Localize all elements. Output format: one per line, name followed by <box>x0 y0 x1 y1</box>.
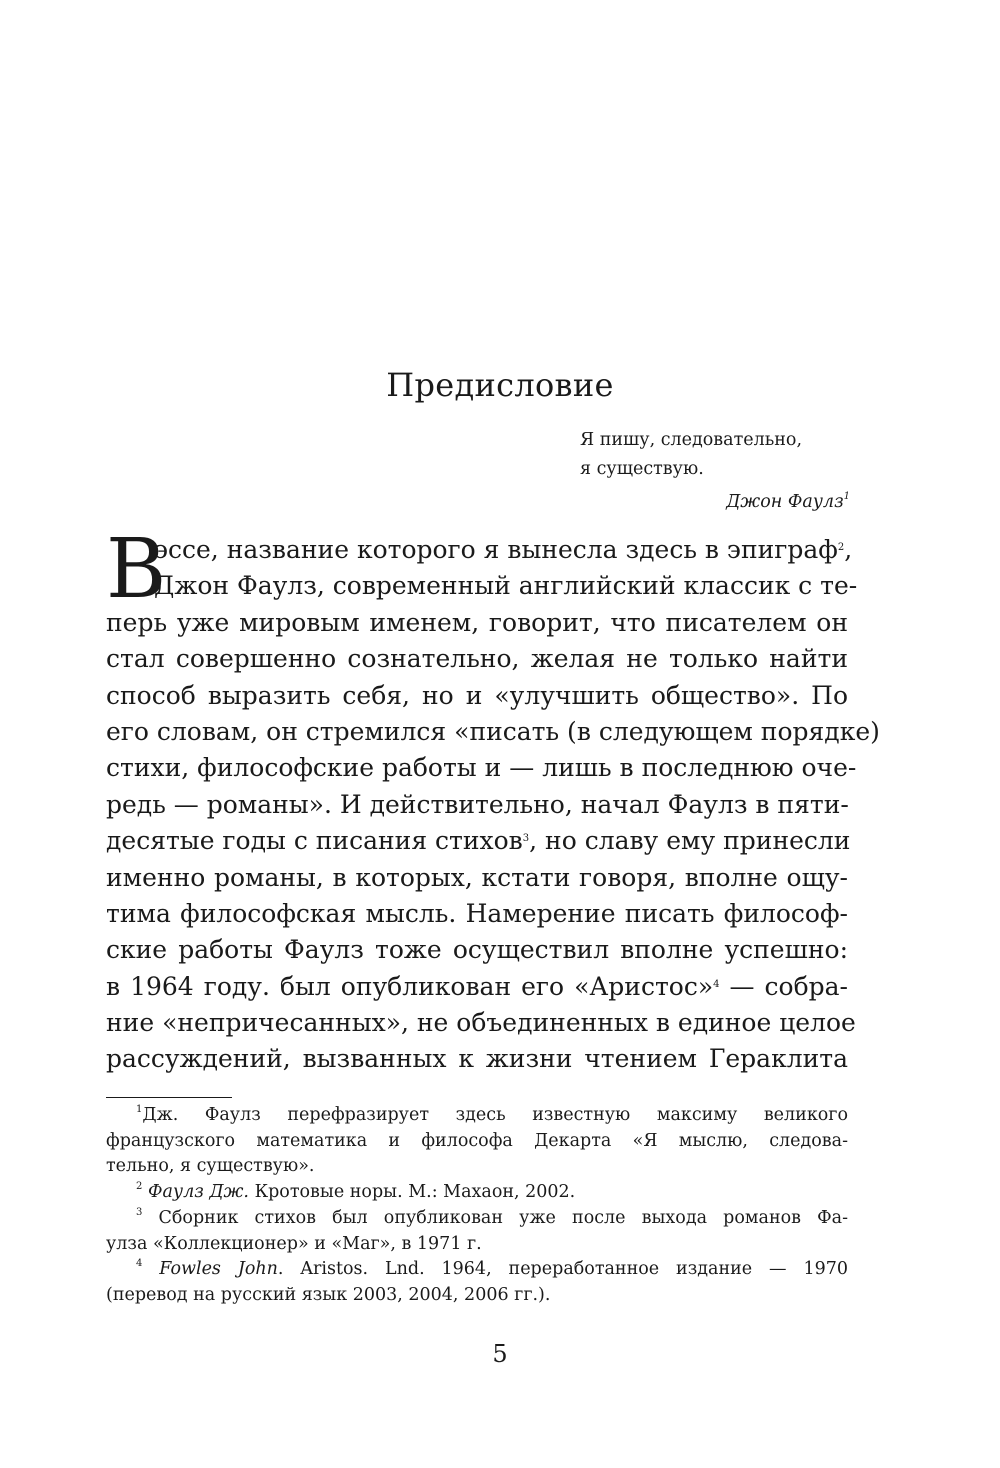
footnote-number: 1 <box>136 1104 143 1115</box>
epigraph <box>580 426 880 517</box>
footnote-ref: 4 <box>713 978 720 990</box>
body-line: стихи, философские работы и — лишь в последнюю оче- <box>106 753 857 783</box>
body-line-text: в 1964 году. был опубликован его «Аристос» <box>106 971 714 1001</box>
body-line <box>106 532 853 568</box>
footnote-number: 3 <box>136 1206 143 1218</box>
body-line: перь уже мировым именем, говорит, что писателем он <box>106 607 848 637</box>
epigraph-author-name: Джон Фаулз <box>726 492 844 512</box>
body-line-text: эссе, название которого я вынесла здесь в эпиграф <box>154 535 838 564</box>
footnotes <box>106 1103 848 1309</box>
footnote-line <box>106 1103 848 1129</box>
footnote-line: (перевод на русский язык 2003, 2004, 2006 гг.). <box>106 1284 551 1305</box>
body-paragraph <box>106 522 880 1078</box>
body-line-text: — собра- <box>719 971 848 1001</box>
body-line: ские работы Фаулз тоже осуществил вполне успешно: <box>106 935 848 965</box>
body-line: тима философская мысль. Намерение писать философ- <box>106 898 848 928</box>
body-line: рассуждений, вызванных к жизни чтением Гераклита <box>106 1044 848 1074</box>
footnote-text: Сборник стихов был опубликован уже после выхода романов Фа- <box>142 1207 848 1228</box>
body-line: его словам, он стремился «писать (в следующем порядке) <box>106 716 880 746</box>
footnote-text: Дж. Фаулз перефразирует здесь известную максиму великого <box>142 1105 848 1125</box>
body-line: именно романы, в которых, кстати говоря, вполне ощу- <box>106 862 848 892</box>
drop-cap: В <box>106 522 167 617</box>
body-line <box>106 969 848 1005</box>
page-number: 5 <box>492 1340 508 1368</box>
footnote-ref: 2 <box>837 542 845 553</box>
footnote-text: . Aristos. Lnd. 1964, переработанное издание — 1970 <box>277 1259 848 1280</box>
epigraph-author <box>580 488 850 517</box>
footnote-line: тельно, я существую». <box>106 1156 315 1177</box>
footnote-author: Fowles John <box>159 1259 278 1280</box>
body-line: редь — романы». И действительно, начал Фаулз в пяти- <box>106 789 849 819</box>
footnote-text: Кротовые норы. М.: Махаон, 2002. <box>249 1182 576 1203</box>
body-line-text: десятые годы с писания стихов <box>106 826 523 856</box>
body-line-text: , <box>844 535 853 564</box>
footnote-ref: 3 <box>522 833 530 845</box>
epigraph-line: я существую. <box>580 459 704 479</box>
body-line-text: , но славу ему принесли <box>529 826 851 856</box>
footnote-line: французского математика и философа Декарта «Я мыслю, следова- <box>106 1130 848 1151</box>
footnote-divider <box>106 1097 232 1098</box>
footnote-line: улза «Коллекционер» и «Маг», в 1971 г. <box>106 1233 482 1254</box>
footnote-line <box>106 1257 848 1283</box>
footnote-ref: 1 <box>843 491 850 502</box>
body-line: ние «непричесанных», не объединенных в единое целое <box>106 1008 856 1038</box>
body-line: Джон Фаулз, современный английский классик с те- <box>154 571 858 601</box>
footnote-author: Фаулз Дж. <box>147 1182 249 1203</box>
body-line: способ выразить себя, но и «улучшить общество». По <box>106 680 848 710</box>
footnote-number: 2 <box>136 1181 143 1193</box>
epigraph-line: Я пишу, следовательно, <box>580 430 803 450</box>
footnote-number: 4 <box>136 1258 143 1270</box>
body-line <box>106 823 851 859</box>
footnote-line <box>106 1206 848 1232</box>
body-line: стал совершенно сознательно, желая не только найти <box>106 644 848 674</box>
footnote-line <box>106 1180 848 1206</box>
page-title: Предисловие <box>386 366 614 404</box>
